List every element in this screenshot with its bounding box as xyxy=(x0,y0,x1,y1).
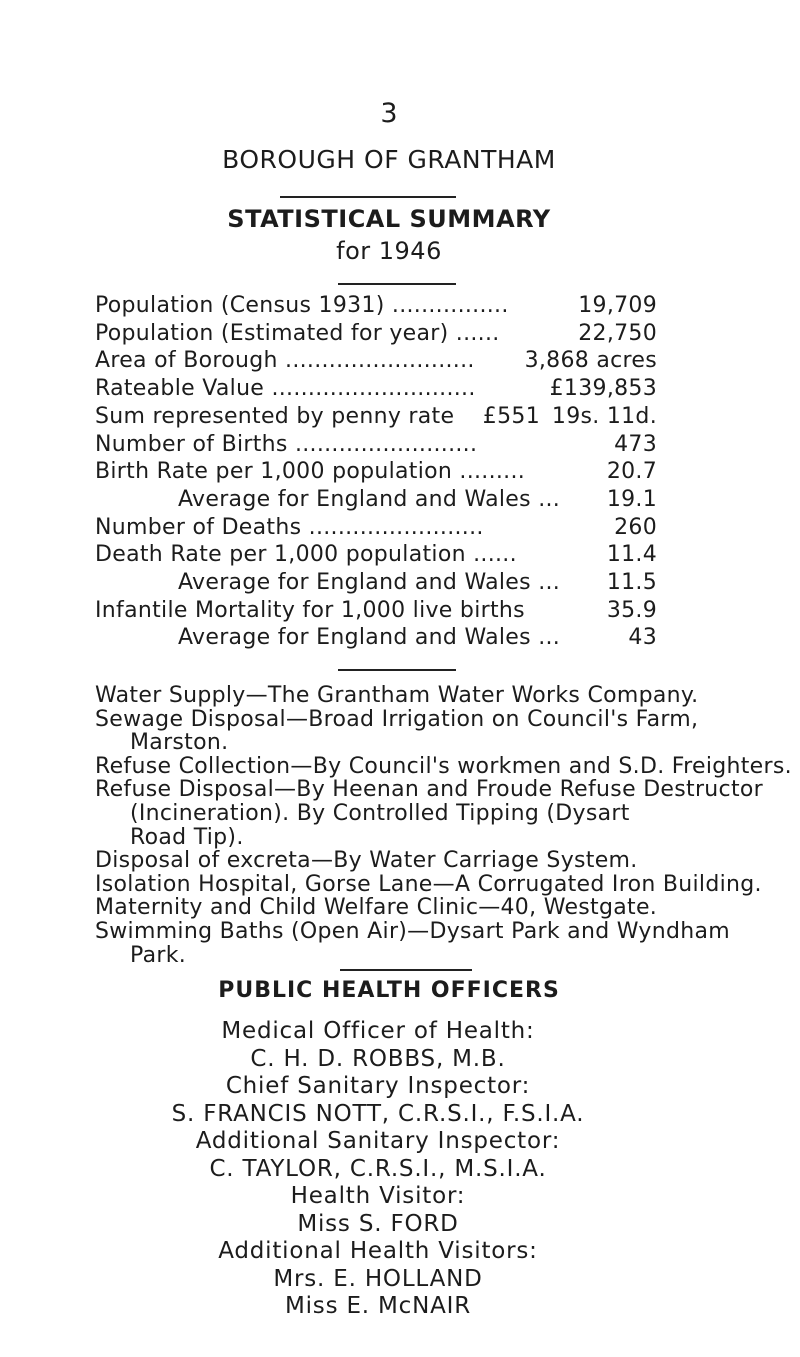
stat-label: Number of Deaths ........................ xyxy=(95,514,484,540)
stat-row xyxy=(95,404,655,432)
facility-line: Sewage Disposal—Broad Irrigation on Council's Farm, xyxy=(95,706,699,732)
divider xyxy=(338,283,456,285)
stat-row xyxy=(95,598,655,626)
stat-value: 19,709 xyxy=(578,293,657,318)
officer-role: Medical Officer of Health: xyxy=(221,1018,535,1044)
officer-name: C. H. D. ROBBS, M.B. xyxy=(250,1045,506,1072)
facility-line: Water Supply—The Grantham Water Works Company. xyxy=(95,683,699,708)
officer-role: Additional Sanitary Inspector: xyxy=(195,1128,561,1154)
stat-row xyxy=(95,321,655,349)
stat-value: 19.1 xyxy=(606,486,657,512)
officer-name: Mrs. E. HOLLAND xyxy=(273,1265,483,1292)
document-title: BOROUGH OF GRANTHAM xyxy=(222,145,556,174)
officer-name: S. FRANCIS NOTT, C.R.S.I., F.S.I.A. xyxy=(171,1100,585,1127)
year-line: for 1946 xyxy=(336,237,442,265)
stat-label: Death Rate per 1,000 population ...... xyxy=(95,542,517,568)
divider xyxy=(338,669,456,671)
facility-line: Maternity and Child Welfare Clinic—40, Westgate. xyxy=(95,895,658,921)
stat-value: 43 xyxy=(628,625,657,651)
stat-label: Average for England and Wales ... xyxy=(178,570,561,595)
stat-row xyxy=(95,515,655,543)
stat-value: 473 xyxy=(614,431,657,457)
stat-value: £139,853 xyxy=(549,376,657,402)
facility-line: Refuse Collection—By Council's workmen and S.D. Freighters. xyxy=(95,753,792,779)
page-number: 3 xyxy=(380,98,398,129)
section-heading: STATISTICAL SUMMARY xyxy=(227,205,551,233)
stat-row xyxy=(95,293,655,321)
stat-label: Rateable Value ............................ xyxy=(95,376,476,402)
facility-line: Park. xyxy=(130,942,187,968)
officer-name: Miss S. FORD xyxy=(297,1210,459,1237)
stat-value: 20.7 xyxy=(606,459,657,485)
facility-line: Refuse Disposal—By Heenan and Froude Refuse Destructor xyxy=(95,777,763,803)
stat-label: Number of Births ......................... xyxy=(95,431,478,457)
facility-line: Marston. xyxy=(130,730,229,756)
facility-line: (Incineration). By Controlled Tipping (Dysart xyxy=(130,801,630,826)
officer-role: Miss E. McNAIR xyxy=(284,1293,472,1319)
stat-label: Population (Estimated for year) ...... xyxy=(95,320,500,346)
stat-row xyxy=(95,570,655,598)
stat-value: 3,868 acres xyxy=(524,348,657,374)
stat-row xyxy=(95,487,655,515)
stat-label: Birth Rate per 1,000 population ......... xyxy=(95,459,526,485)
stat-label: Population (Census 1931) ................ xyxy=(95,293,509,318)
facility-line: Swimming Baths (Open Air)—Dysart Park and Wyndham xyxy=(95,919,731,944)
officer-role: Health Visitor: xyxy=(290,1183,466,1209)
stat-extra-value: £551 xyxy=(482,403,540,429)
facility-line: Road Tip). xyxy=(130,824,244,850)
stat-row xyxy=(95,625,655,653)
officer-role: Additional Health Visitors: xyxy=(218,1238,538,1264)
stat-row xyxy=(95,348,655,376)
divider xyxy=(340,969,472,971)
stat-label: Average for England and Wales ... xyxy=(178,486,561,512)
stat-label: Sum represented by penny rate xyxy=(95,403,455,429)
stat-label: Area of Borough .......................... xyxy=(95,348,475,374)
stat-value: 260 xyxy=(614,514,657,540)
stat-row xyxy=(95,459,655,487)
stat-value: 11.4 xyxy=(606,542,657,568)
stat-row xyxy=(95,376,655,404)
stat-label: Infantile Mortality for 1,000 live births xyxy=(95,597,525,623)
officers-heading: PUBLIC HEALTH OFFICERS xyxy=(218,978,560,1003)
stat-value: 35.9 xyxy=(606,597,657,623)
divider xyxy=(280,196,456,198)
facility-line: Isolation Hospital, Gorse Lane—A Corrugated Iron Building. xyxy=(95,871,762,897)
stat-value: 19s. 11d. xyxy=(551,403,657,429)
officer-name: C. TAYLOR, C.R.S.I., M.S.I.A. xyxy=(209,1155,547,1182)
stat-value: 11.5 xyxy=(606,570,657,595)
facility-line: Disposal of excreta—By Water Carriage System. xyxy=(95,848,638,874)
officer-role: Chief Sanitary Inspector: xyxy=(225,1073,531,1099)
stat-label: Average for England and Wales ... xyxy=(178,625,561,651)
stat-row xyxy=(95,542,655,570)
stat-row xyxy=(95,432,655,460)
stat-value: 22,750 xyxy=(578,320,657,346)
